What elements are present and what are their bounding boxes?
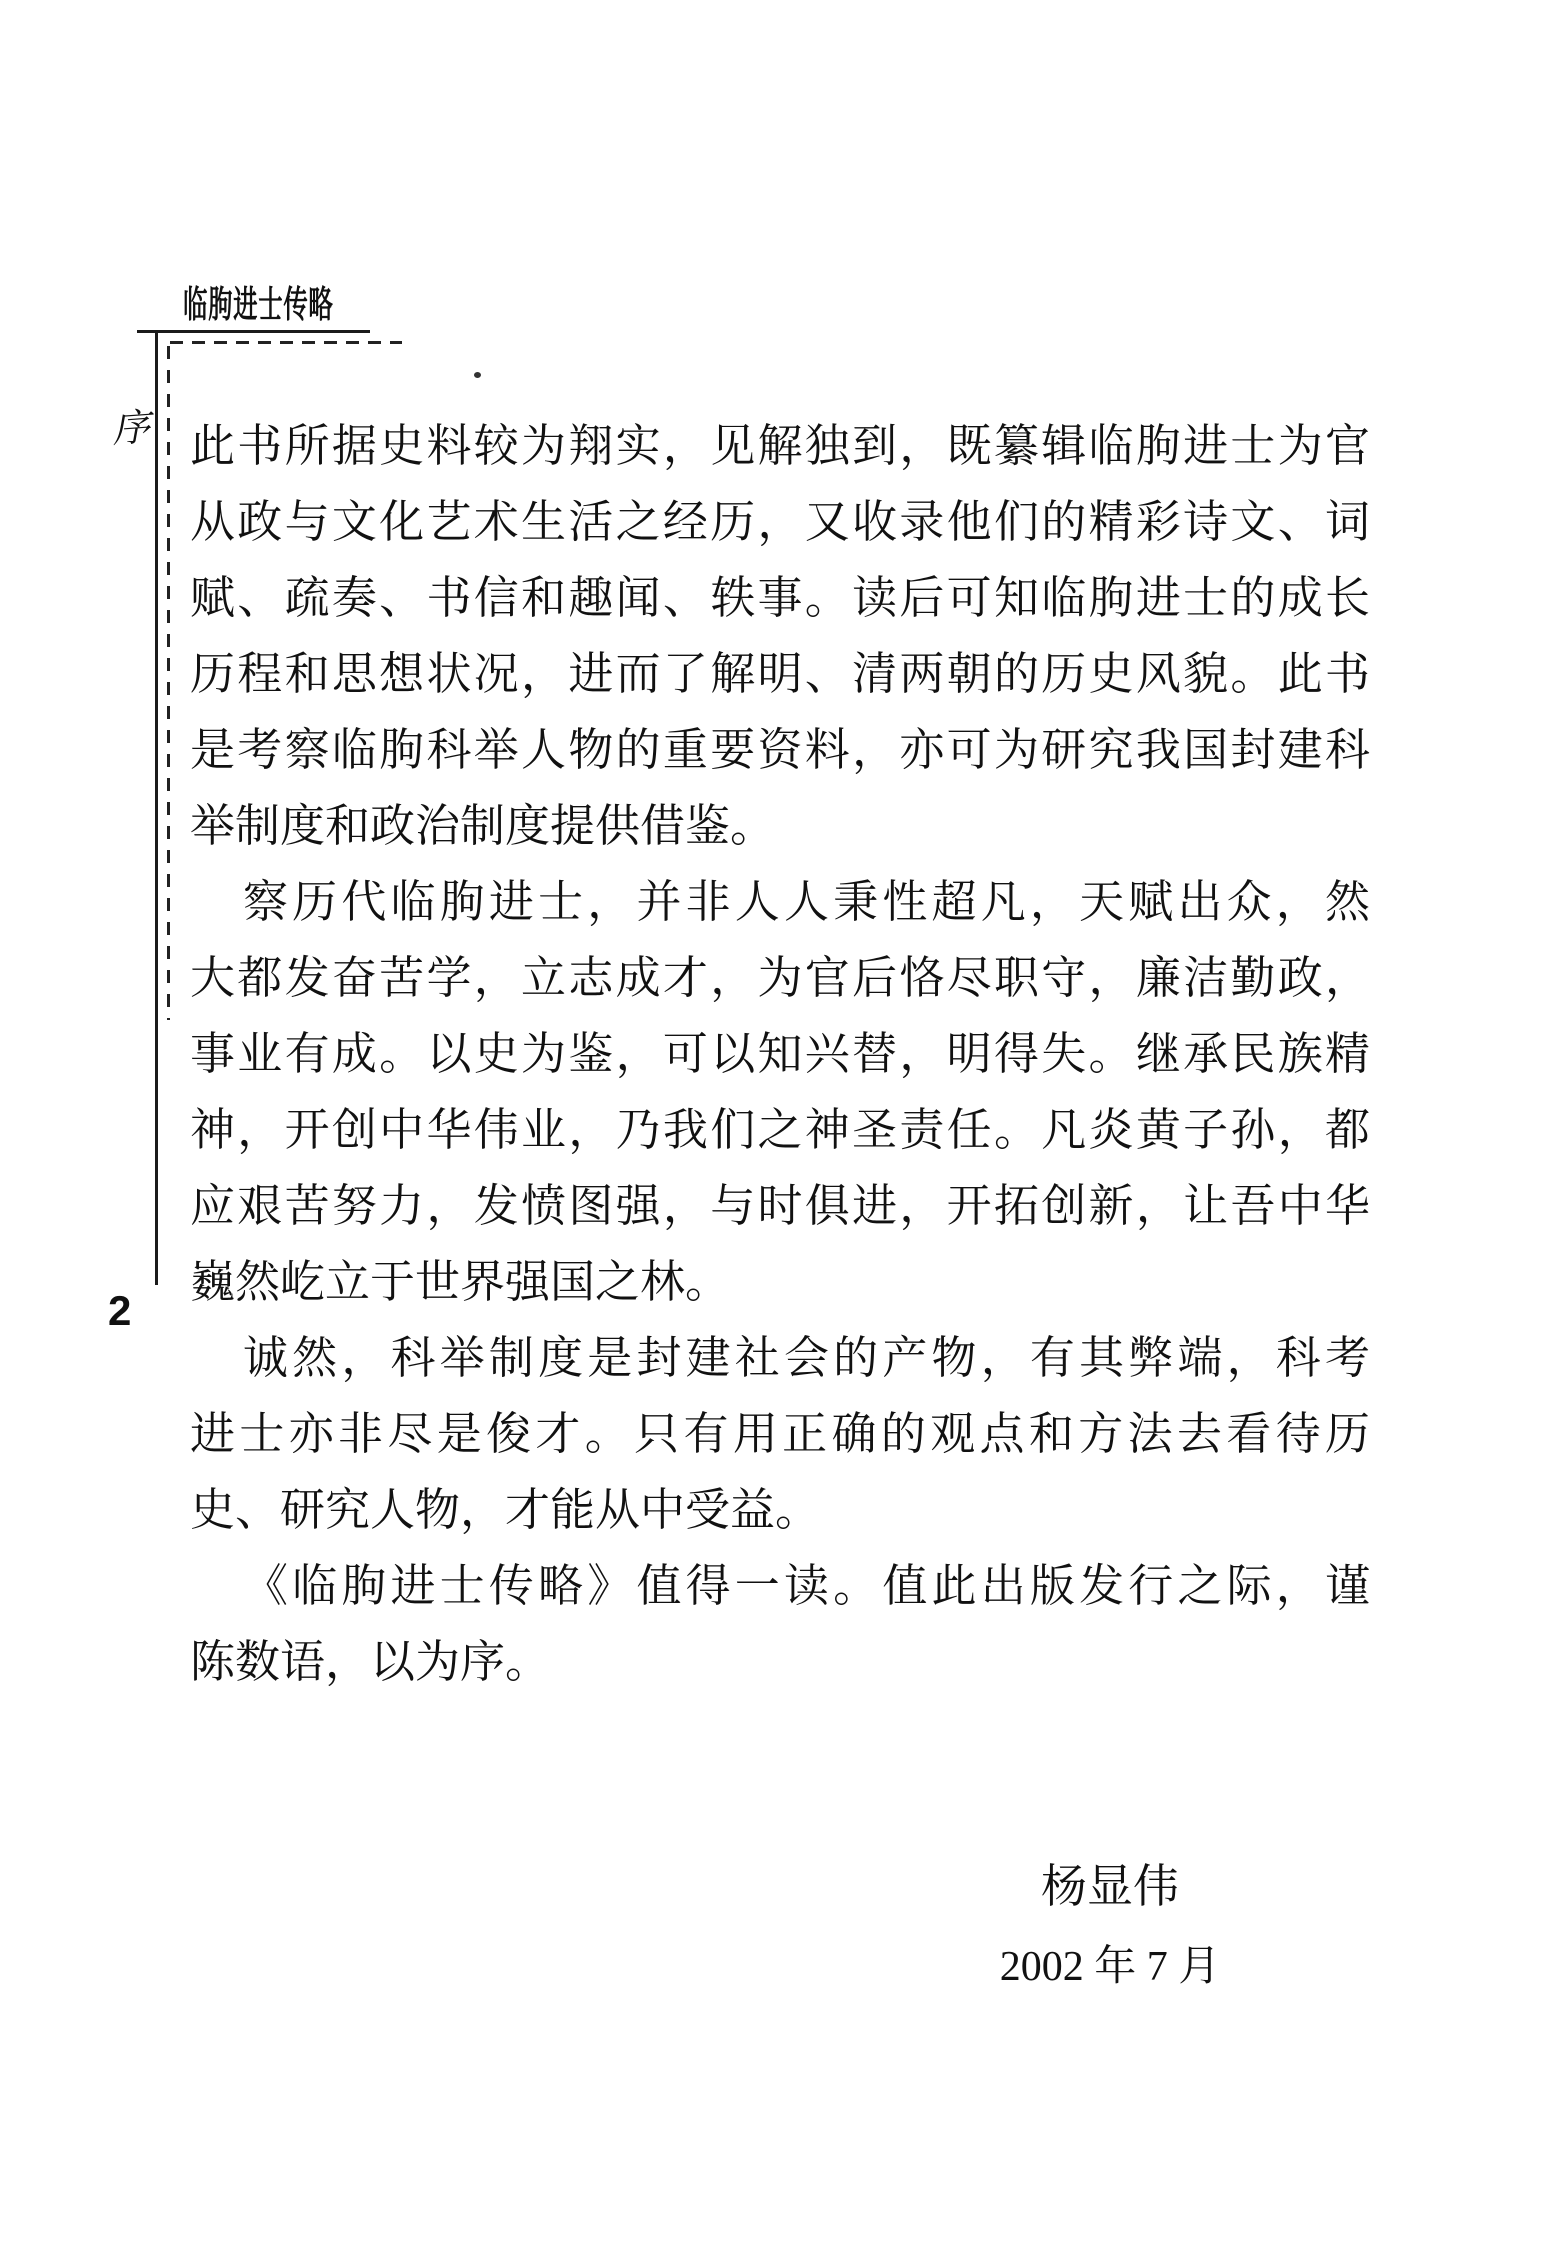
body-line: 察历代临朐进士，并非人人秉性超凡，天赋出众，然 (243, 877, 1370, 927)
left-margin-rule (155, 331, 158, 1285)
body-line: 陈数语，以为序。 (190, 1637, 551, 1687)
body-line: 事业有成。以史为鉴，可以知兴替，明得失。继承民族精 (190, 1029, 1370, 1079)
running-head-title: 临朐进士传略 (183, 284, 334, 325)
body-line: 历程和思想状况，进而了解明、清两朝的历史风貌。此书 (190, 649, 1370, 699)
body-line: 巍然屹立于世界强国之林。 (190, 1257, 731, 1307)
signature-date: 2002 年 7 月 (999, 1944, 1221, 1990)
page-number: 2 (108, 1287, 132, 1334)
body-line: 是考察临朐科举人物的重要资料，亦可为研究我国封建科 (190, 725, 1370, 775)
dashed-top-rule (170, 341, 402, 344)
signature-author: 杨显伟 (1041, 1861, 1179, 1912)
signature-block (940, 1858, 1280, 1992)
body-line: 举制度和政治制度提供借鉴。 (190, 801, 776, 851)
body-line: 大都发奋苦学，立志成才，为官后恪尽职守，廉洁勤政， (190, 953, 1370, 1003)
body-line: 史、研究人物，才能从中受益。 (190, 1485, 821, 1535)
body-line: 从政与文化艺术生活之经历，又收录他们的精彩诗文、词 (190, 497, 1370, 547)
body-line: 应艰苦努力，发愤图强，与时俱进，开拓创新，让吾中华 (190, 1181, 1370, 1231)
body-line: 诚然，科举制度是封建社会的产物，有其弊端，科考 (243, 1333, 1370, 1383)
body-line: 进士亦非尽是俊才。只有用正确的观点和方法去看待历 (190, 1409, 1370, 1459)
body-line: 赋、疏奏、书信和趣闻、轶事。读后可知临朐进士的成长 (190, 573, 1370, 623)
header-rule (137, 330, 370, 333)
scan-speck (474, 372, 481, 378)
body-text (190, 408, 1370, 1700)
margin-chapter-label: 序 (110, 406, 152, 452)
body-line: 神，开创中华伟业，乃我们之神圣责任。凡炎黄子孙，都 (190, 1105, 1370, 1155)
body-line: 此书所据史料较为翔实，见解独到，既纂辑临朐进士为官 (190, 421, 1370, 471)
dashed-left-rule (167, 346, 170, 1020)
body-line: 《临朐进士传略》值得一读。值此出版发行之际，谨 (243, 1561, 1370, 1611)
